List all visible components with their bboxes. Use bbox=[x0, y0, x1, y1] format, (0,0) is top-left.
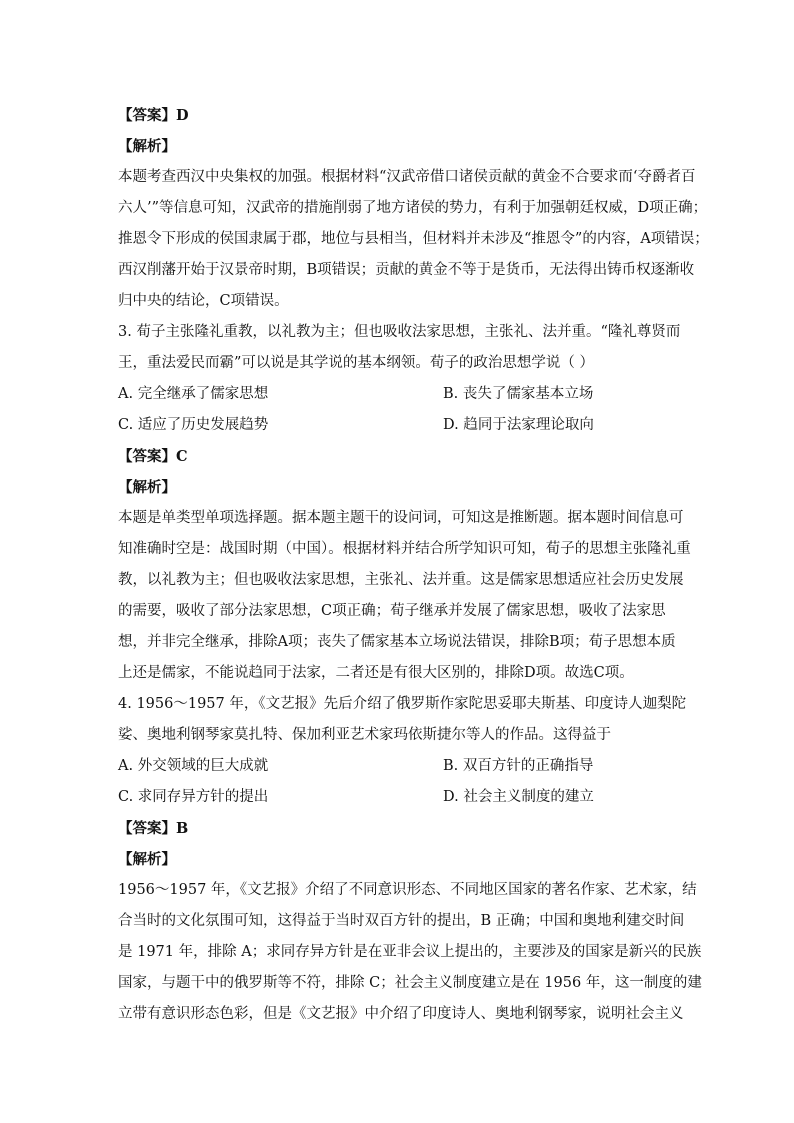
q4-option-c: C. 求同存异方针的提出 bbox=[118, 789, 269, 805]
q3-option-c: C. 适应了历史发展趋势 bbox=[118, 417, 269, 433]
q3-options-row-1 bbox=[118, 379, 678, 410]
q3-analysis-label: 【解析】 bbox=[118, 479, 176, 496]
q2-analysis-label: 【解析】 bbox=[118, 138, 176, 155]
q3-option-b: B. 丧失了儒家基本立场 bbox=[443, 386, 594, 402]
page-content bbox=[118, 100, 709, 1030]
q3-option-d: D. 趋同于法家理论取向 bbox=[443, 417, 594, 433]
q3-analysis-line: 教，以礼教为主；但也吸收法家思想，主张礼、法并重。这是儒家思想适应社会历史发展 bbox=[118, 572, 684, 588]
q4-options-row-2 bbox=[118, 782, 678, 813]
q2-analysis-line: 归中央的结论，C项错误。 bbox=[118, 293, 289, 309]
q4-stem-line: 娑、奥地利钢琴家莫扎特、保加利亚艺术家玛依斯捷尔等人的作品。这得益于 bbox=[118, 727, 611, 743]
q2-analysis-line: 西汉削藩开始于汉景帝时期，B项错误；贡献的黄金不等于是货币，无法得出铸币权逐渐收 bbox=[118, 262, 695, 278]
q2-answer: 【答案】D bbox=[118, 107, 189, 124]
q4-analysis-line: 国家，与题干中的俄罗斯等不符，排除 C；社会主义制度建立是在 1956 年，这一制度的建 bbox=[118, 975, 702, 991]
q3-option-a: A. 完全继承了儒家思想 bbox=[118, 386, 269, 402]
q4-option-b: B. 双百方针的正确指导 bbox=[443, 758, 594, 774]
q4-analysis-label: 【解析】 bbox=[118, 851, 176, 868]
q3-options-row-2 bbox=[118, 410, 678, 441]
q3-stem-line: 3. 荀子主张隆礼重教，以礼教为主；但也吸收法家思想，主张礼、法并重。“隆礼尊贤而 bbox=[118, 324, 681, 340]
q4-analysis-line: 立带有意识形态色彩，但是《文艺报》中介绍了印度诗人、奥地利钢琴家，说明社会主义 bbox=[118, 1006, 684, 1022]
q2-analysis-line: 本题考查西汉中央集权的加强。根据材料“汉武帝借口诸侯贡献的黄金不合要求而‘夺爵者百 bbox=[118, 169, 696, 185]
q3-analysis-line: 想，并非完全继承，排除A项；丧失了儒家基本立场说法错误，排除B项；荀子思想本质 bbox=[118, 634, 676, 650]
q3-answer: 【答案】C bbox=[118, 448, 188, 465]
q2-analysis-line: 推恩令下形成的侯国隶属于郡，地位与县相当，但材料并未涉及“推恩令”的内容，A项错误； bbox=[118, 231, 709, 247]
q3-analysis-line: 上还是儒家，不能说趋同于法家，二者还是有很大区别的，排除D项。故选C项。 bbox=[118, 665, 634, 681]
q3-analysis-line: 知准确时空是：战国时期（中国）。根据材料并结合所学知识可知，荀子的思想主张隆礼重 bbox=[118, 541, 691, 557]
q4-options-row-1 bbox=[118, 751, 678, 782]
q4-stem-line: 4. 1956～1957 年，《文艺报》先后介绍了俄罗斯作家陀思妥耶夫斯基、印度诗人迦梨陀 bbox=[118, 696, 687, 712]
q4-option-a: A. 外交领域的巨大成就 bbox=[118, 758, 269, 774]
q4-option-d: D. 社会主义制度的建立 bbox=[443, 789, 594, 805]
q2-analysis-line: 六人’”等信息可知，汉武帝的措施削弱了地方诸侯的势力，有利于加强朝廷权威，D项正确； bbox=[118, 200, 708, 216]
q3-analysis-line: 的需要，吸收了部分法家思想，C项正确；荀子继承并发展了儒家思想，吸收了法家思 bbox=[118, 603, 666, 619]
q4-analysis-line: 1956～1957 年，《文艺报》介绍了不同意识形态、不同地区国家的著名作家、艺术家，结 bbox=[118, 882, 697, 898]
q3-analysis-line: 本题是单类型单项选择题。据本题主题干的设问词，可知这是推断题。据本题时间信息可 bbox=[118, 510, 684, 526]
q3-stem-line: 王，重法爱民而霸”可以说是其学说的基本纲领。荀子的政治思想学说（ ） bbox=[118, 355, 595, 371]
q4-answer: 【答案】B bbox=[118, 820, 189, 837]
q4-analysis-line: 合当时的文化氛围可知，这得益于当时双百方针的提出，B 正确；中国和奥地利建交时间 bbox=[118, 913, 685, 929]
q4-analysis-line: 是 1971 年，排除 A；求同存异方针是在亚非会议上提出的，主要涉及的国家是新兴的民族 bbox=[118, 944, 702, 960]
